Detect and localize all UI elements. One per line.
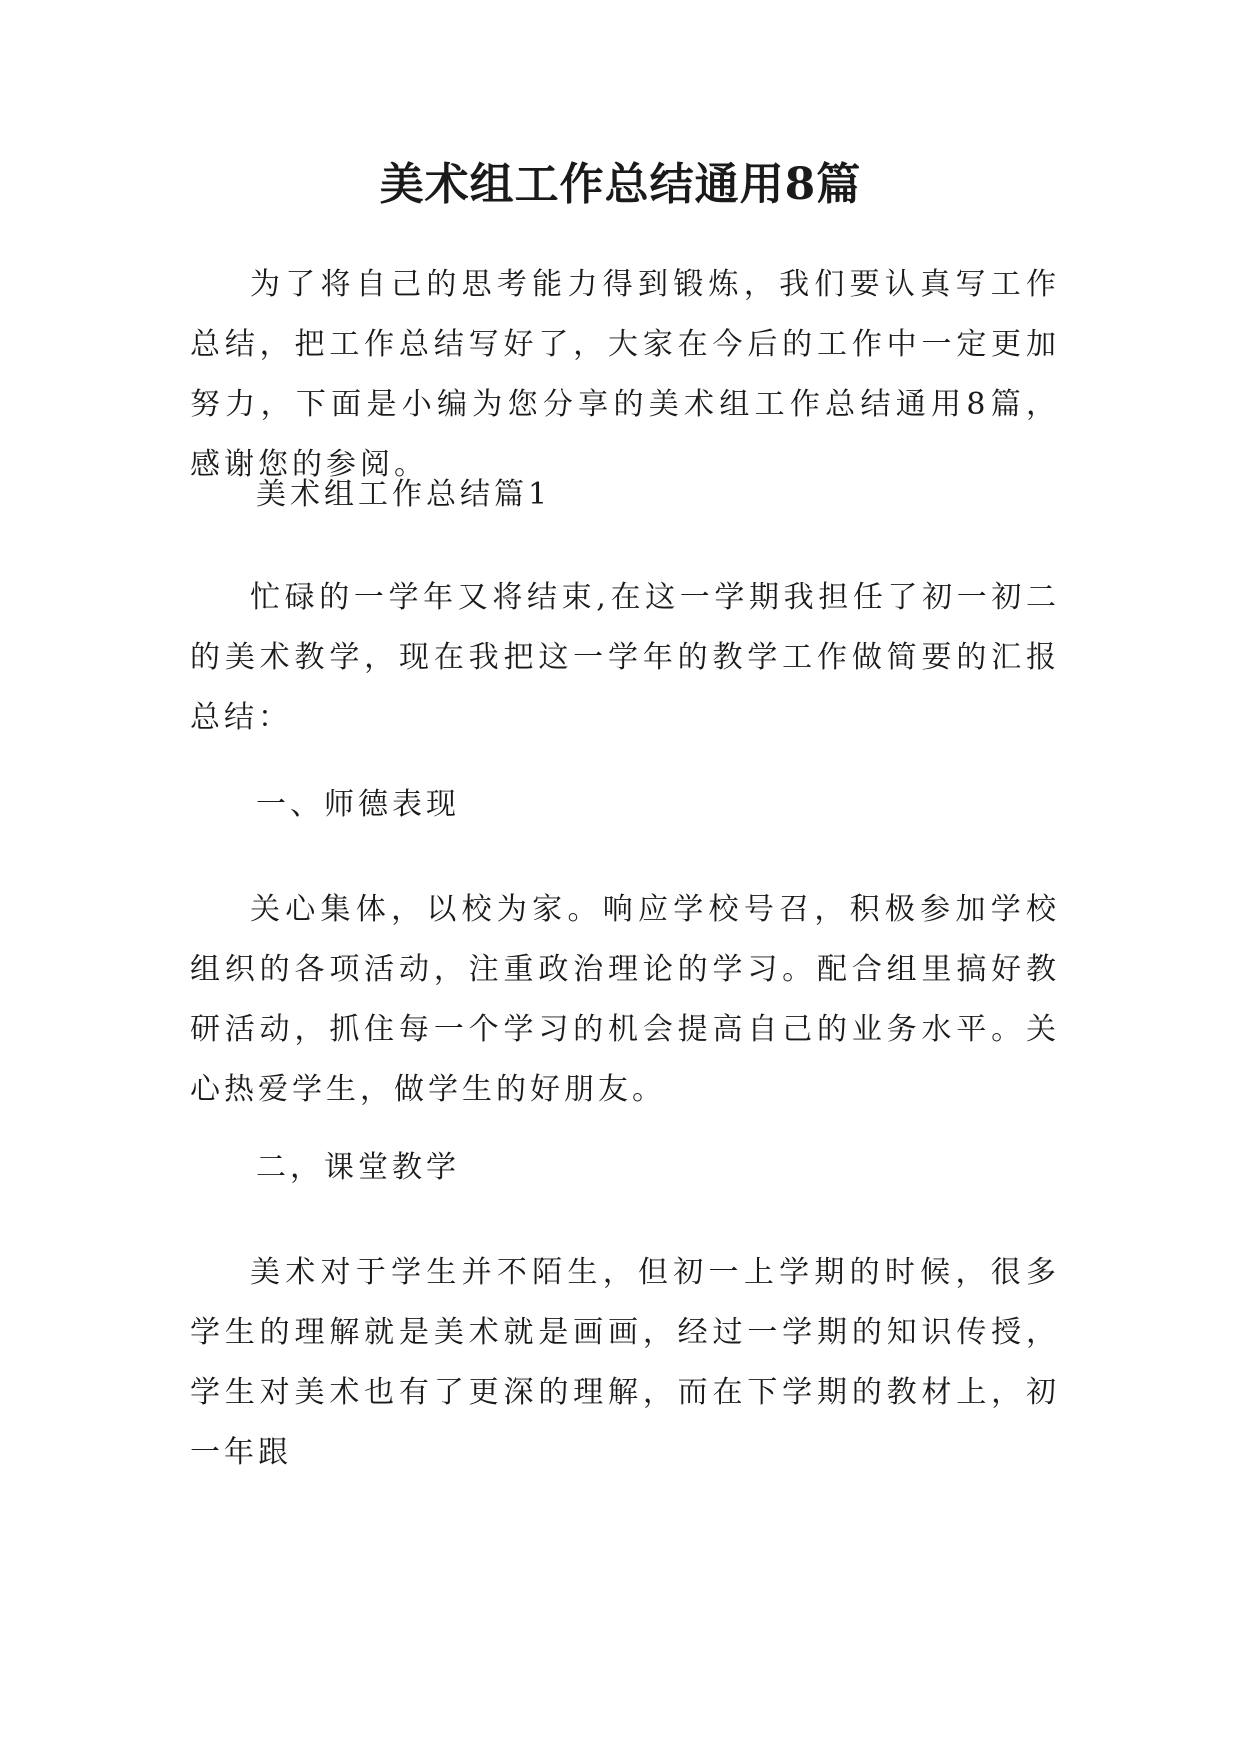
paragraph-2 <box>190 880 1060 1120</box>
heading-teacher-ethics: 一、师德表现 <box>256 787 460 822</box>
paragraph-1-text: 忙碌的一学年又将结束,在这一学期我担任了初一初二的美术教学，现在我把这一学年的教学工作做简要的汇报总结： <box>190 580 1060 735</box>
intro-text: 为了将自己的思考能力得到锻炼，我们要认真写工作总结，把工作总结写好了，大家在今后的工作中一定更加努力，下面是小编为您分享的美术组工作总结通用8篇，感谢您的参阅。 <box>190 267 1060 482</box>
intro-paragraph <box>190 255 1060 495</box>
document-title: 美术组工作总结通用8篇 <box>379 159 862 210</box>
heading-classroom-teaching: 二，课堂教学 <box>256 1150 460 1185</box>
paragraph-1 <box>190 568 1060 748</box>
paragraph-3-text: 美术对于学生并不陌生，但初一上学期的时候，很多学生的理解就是美术就是画画，经过一学期的知识传授，学生对美术也有了更深的理解，而在下学期的教材上，初一年跟 <box>190 1255 1060 1470</box>
paragraph-3 <box>190 1243 1060 1483</box>
section-title: 美术组工作总结篇1 <box>256 477 552 512</box>
paragraph-2-text: 关心集体，以校为家。响应学校号召，积极参加学校组织的各项活动，注重政治理论的学习。配合组里搞好教研活动，抓住每一个学习的机会提高自己的业务水平。关心热爱学生，做学生的好朋友。 <box>190 892 1060 1107</box>
